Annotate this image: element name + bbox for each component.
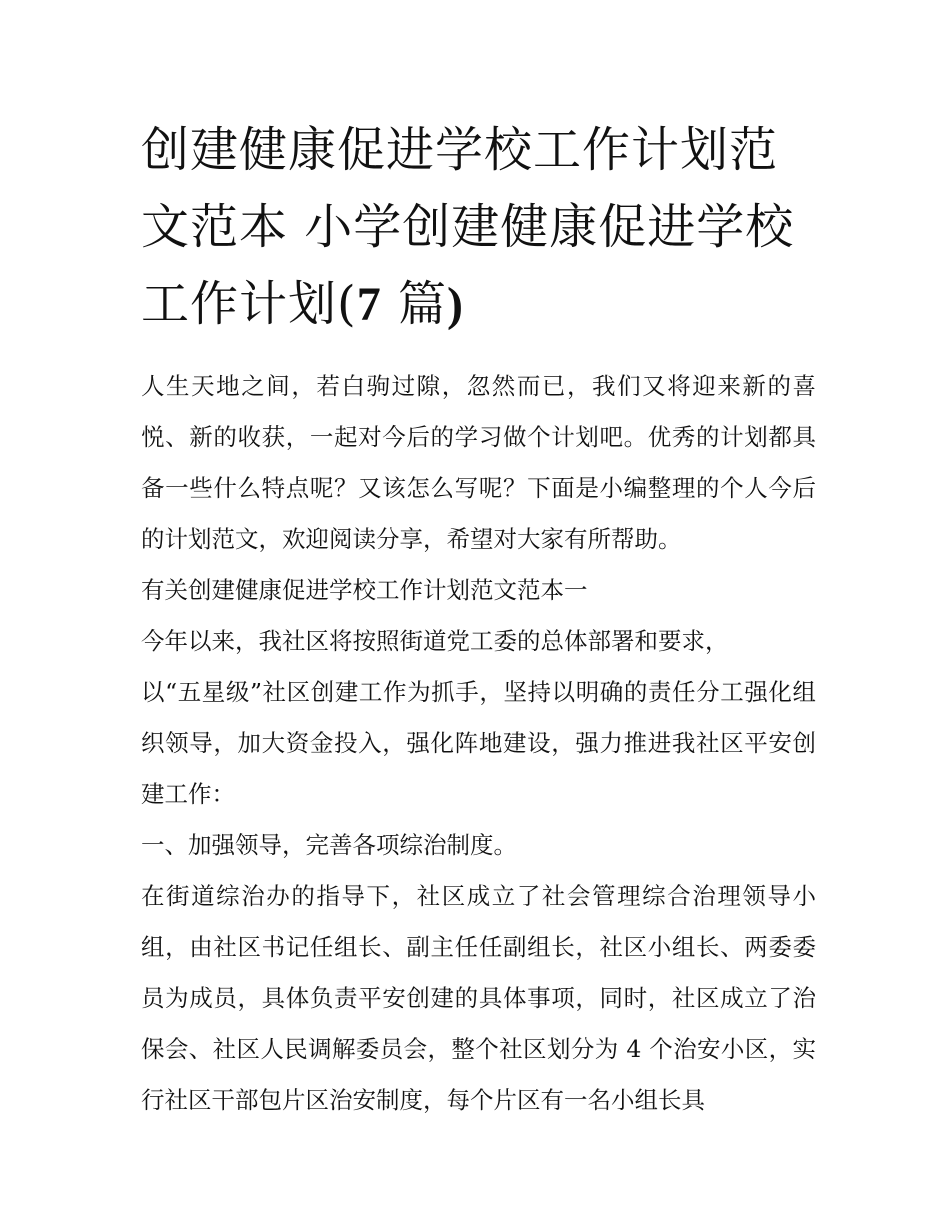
title-spacer [141,343,816,361]
title-text: 创建健康促进学校工作计划范文范本 小学创建健康促进学校工作计划( [141,122,795,332]
intro-paragraph: 人生天地之间，若白驹过隙，忽然而已，我们又将迎来新的喜悦、新的收获，一起对今后的学习做个计划吧。优秀的计划都具备一些什么特点呢？又该怎么写呢？下面是小编整理的个人今后的计划范文，欢迎阅读分享，希望对大家有所帮助。 [141,372,816,553]
section-heading: 有关创建健康促进学校工作计划范文范本一 [141,576,588,604]
document-content [141,112,816,1126]
title-count: 7 [356,278,382,331]
body-paragraph-3: 在街道综治办的指导下，社区成立了社会管理综合治理领导小组，由社区书记任组长、副主任任副组长，社区小组长、两委委员为成员，具体负责平安创建的具体事项，同时，社区成立了治保会、社区人民调解委员会，整个社区划分为 4 个治安小区，实行社区干部包片区治安制度，每个片区有一名小组长具 [141,882,816,1114]
document-title [141,112,816,343]
body-paragraph-2: 以“五星级”社区创建工作为抓手，坚持以明确的责任分工强化组织领导，加大资金投入，强化阵地建设，强力推进我社区平安创建工作： [141,678,816,808]
subsection-heading: 一、加强领导，完善各项综治制度。 [141,831,517,859]
title-close-paren: ) [447,278,464,331]
title-unit: 篇 [381,276,447,332]
body-paragraph-1: 今年以来，我社区将按照街道党工委的总体部署和要求， [141,627,729,655]
